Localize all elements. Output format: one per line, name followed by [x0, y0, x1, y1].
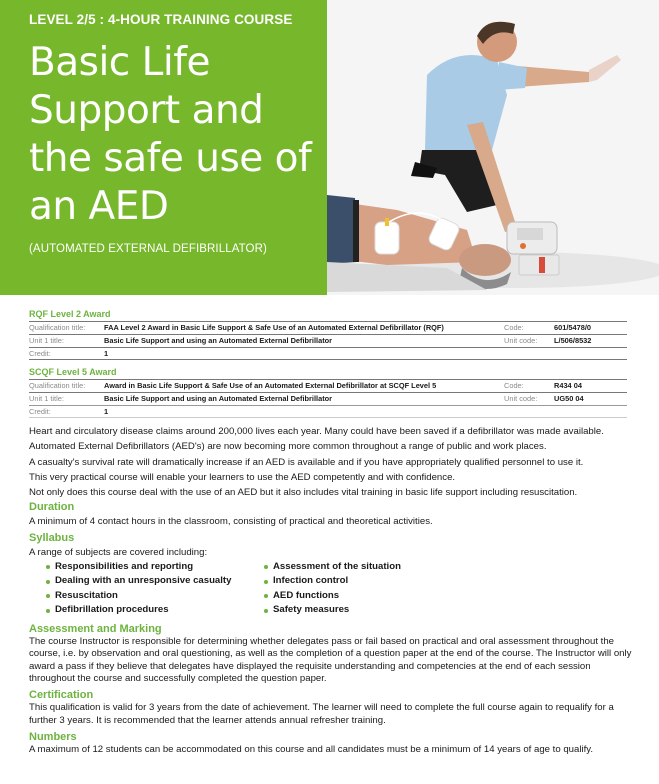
- table-row: [29, 334, 627, 347]
- list-item: Responsibilities and reporting: [46, 560, 264, 574]
- row-value: Basic Life Support and using an Automated External Defibrillator: [104, 394, 333, 403]
- title-line: the safe use of: [29, 136, 312, 181]
- intro-paragraph: Heart and circulatory disease claims around 200,000 lives each year. Many could have been saved if a defibrillator was made available.: [29, 426, 604, 437]
- code-label: [504, 348, 554, 359]
- title-line: an AED: [29, 184, 169, 229]
- duration-heading: Duration: [29, 501, 75, 514]
- intro-paragraph: Automated External Defibrillators (AED's) are now becoming more common throughout a range of public and work places.: [29, 441, 547, 453]
- bullet-icon: [264, 565, 268, 569]
- code-label: Code:: [504, 381, 524, 390]
- qualification-heading: RQF Level 2 Award: [29, 309, 111, 319]
- row-value: 1: [104, 349, 109, 358]
- list-item: Safety measures: [264, 603, 464, 617]
- row-label: Qualification title:: [29, 323, 86, 332]
- course-description: [29, 424, 639, 757]
- list-item: Defibrillation procedures: [46, 603, 264, 617]
- list-item: AED functions: [264, 589, 464, 603]
- title-panel: [0, 0, 327, 295]
- numbers-heading: Numbers: [29, 731, 77, 744]
- list-item: Assessment of the situation: [264, 560, 464, 574]
- syllabus-heading: Syllabus: [29, 531, 75, 544]
- row-value: Basic Life Support and using an Automated External Defibrillator: [104, 336, 333, 345]
- code-value: [554, 348, 627, 359]
- title-line: Basic Life: [29, 40, 210, 85]
- title-line: Support and: [29, 88, 264, 133]
- row-label: Credit:: [29, 407, 51, 416]
- qualification-table-rqf: [29, 308, 627, 360]
- table-row: [29, 347, 627, 360]
- bullet-icon: [46, 594, 50, 598]
- code-value: L/506/8532: [554, 336, 592, 345]
- code-value: [554, 406, 627, 417]
- code-value: R434 04: [554, 381, 582, 390]
- row-label: Qualification title:: [29, 381, 86, 390]
- code-label: Code:: [504, 323, 524, 332]
- code-value: UG50 04: [554, 394, 584, 403]
- code-label: Unit code:: [504, 394, 538, 403]
- certification-text: This qualification is valid for 3 years from the date of achievement. The learner will need to complete the full course again to requalify for a further 3 years. It is recommended that the learner attends annual refresher training.: [29, 702, 614, 726]
- hero-photo: [327, 0, 659, 295]
- bullet-icon: [46, 565, 50, 569]
- bullet-icon: [264, 609, 268, 613]
- qualification-table-scqf: [29, 366, 627, 418]
- assessment-text: The course Instructor is responsible for determining whether delegates pass or fail based on practical and oral assessment throughout the course, i.e. by observation and oral questioning, as well as the completion of a question paper at the end of the course. The Instructor will only award a pass if they believe that delegates have displayed the requisite understanding and competencies at the end of each session throughout the course and successfully completed the question paper.: [29, 635, 632, 684]
- row-value: Award in Basic Life Support & Safe Use of an Automated External Defibrillator at SCQF Level 5: [104, 381, 437, 390]
- table-row: [29, 392, 627, 405]
- row-label: Credit:: [29, 349, 51, 358]
- row-value: 1: [104, 407, 109, 416]
- page-subtitle: (AUTOMATED EXTERNAL DEFIBRILLATOR): [29, 243, 267, 255]
- list-item: Resuscitation: [46, 589, 264, 603]
- intro-paragraph: This very practical course will enable your learners to use the AED competently and with confidence.: [29, 471, 456, 483]
- table-row: [29, 321, 627, 334]
- list-item: Infection control: [264, 574, 464, 588]
- row-label: Unit 1 title:: [29, 394, 64, 403]
- page-title: [29, 39, 327, 231]
- list-item: Dealing with an unresponsive casualty: [46, 574, 264, 588]
- certification-heading: Certification: [29, 689, 94, 702]
- qualification-heading: SCQF Level 5 Award: [29, 367, 117, 377]
- syllabus-list: [29, 560, 639, 618]
- code-label: [504, 406, 554, 417]
- code-label: Unit code:: [504, 336, 538, 345]
- numbers-text: A maximum of 12 students can be accommodated on this course and all candidates must be a minimum of 14 years of age to qualify.: [29, 744, 594, 756]
- bullet-icon: [264, 594, 268, 598]
- hero-banner: [0, 0, 659, 295]
- intro-paragraph: A casualty's survival rate will dramatically increase if an AED is available and if you have appropriately qualified personnel to use it.: [29, 456, 584, 468]
- bullet-icon: [46, 580, 50, 584]
- row-value: FAA Level 2 Award in Basic Life Support & Safe Use of an Automated External Defibrillator (RQF): [104, 323, 444, 332]
- intro-paragraph: Not only does this course deal with the use of an AED but it also includes vital training in basic life support including resuscitation.: [29, 487, 578, 499]
- row-label: Unit 1 title:: [29, 336, 64, 345]
- bullet-icon: [264, 580, 268, 584]
- code-value: 601/5478/0: [554, 323, 591, 332]
- assessment-heading: Assessment and Marking: [29, 622, 162, 635]
- aed-training-illustration: [327, 0, 659, 295]
- syllabus-intro: A range of subjects are covered including:: [29, 546, 208, 558]
- course-level-label: LEVEL 2/5 : 4-HOUR TRAINING COURSE: [29, 12, 293, 27]
- bullet-icon: [46, 609, 50, 613]
- table-row: [29, 405, 627, 418]
- table-row: [29, 379, 627, 392]
- duration-text: A minimum of 4 contact hours in the classroom, consisting of practical and theoretical activities.: [29, 516, 433, 528]
